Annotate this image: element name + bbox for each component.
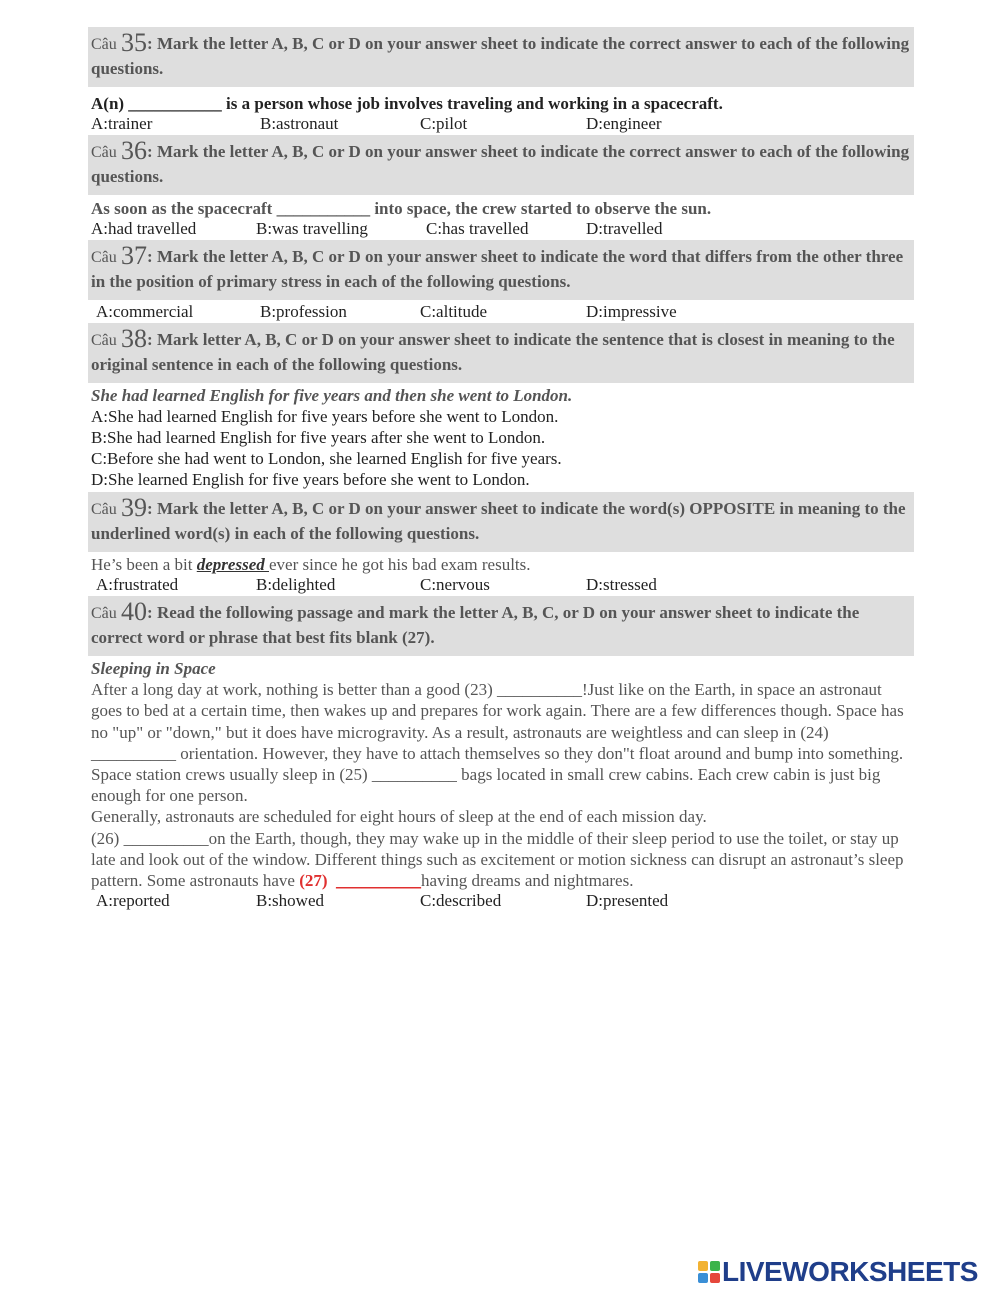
q36-options (88, 219, 914, 239)
q39-option-d[interactable]: D:stressed (586, 575, 657, 594)
q38-option-a[interactable]: A:She had learned English for five years before she went to London. (91, 407, 559, 426)
q36-instruction: Mark the letter A, B, C or D on your answer sheet to indicate the correct answer to each of the following questions. (91, 142, 910, 186)
q35-option-c[interactable]: C:pilot (420, 114, 468, 133)
q38-number: 38 (121, 324, 148, 353)
q36-number: 36 (121, 136, 148, 165)
q35-option-b[interactable]: B:astronaut (260, 114, 339, 133)
q37-options (88, 302, 914, 322)
logo-text: LIVEWORKSHEETS (722, 1256, 978, 1287)
q40-options (88, 891, 914, 911)
q35-option-a[interactable]: A:trainer (91, 114, 153, 133)
passage-paragraph-3 (91, 828, 911, 892)
passage-paragraph-2: Generally, astronauts are scheduled for eight hours of sleep at the end of each mission day. (91, 807, 707, 827)
q40-header: Câu 40: Read the following passage and mark the letter A, B, C, or D on your answer sheet to indicate the correct word or phrase that best fits blank (27). (88, 596, 914, 656)
q40-option-b[interactable]: B:showed (256, 891, 324, 911)
blank-27-label: (27) (299, 871, 328, 891)
q40-option-d[interactable]: D:presented (586, 891, 669, 911)
q35-options (88, 114, 914, 134)
q35-cau: Câu (91, 36, 117, 53)
q39-stem-after: ever since he got his bad exam results. (268, 555, 531, 574)
q37-instruction: Mark the letter A, B, C or D on your answer sheet to indicate the word that differs from the other three in the position of primary stress in each of the following questions. (91, 247, 904, 291)
q36-option-c[interactable]: C:has travelled (426, 219, 529, 238)
q36-option-a[interactable]: A:had travelled (91, 219, 197, 238)
q37-number: 37 (121, 241, 148, 270)
q39-options (88, 575, 914, 595)
q37-cau: Câu (91, 249, 117, 266)
q38-stem: She had learned English for five years and then she went to London. (91, 386, 573, 405)
q35-header: Câu 35: Mark the letter A, B, C or D on your answer sheet to indicate the correct answer to each of the following questions. (88, 27, 914, 87)
q39-option-a[interactable]: A:frustrated (96, 575, 179, 594)
q40-option-a[interactable]: A:reported (96, 891, 170, 911)
q36-cau: Câu (91, 144, 117, 161)
logo-icon (698, 1261, 720, 1283)
q40-number: 40 (121, 597, 148, 626)
passage-paragraph-1: After a long day at work, nothing is better than a good (23) __________!Just like on the Earth, in space an astronaut goes to bed at a certain time, then wakes up and prepares for work again. There are a few differences though. Space has no "up" or "down," but it does have microgravity. As a result, astronauts are weightless and can sleep in (24) __________ orientation. However, they have to attach themselves so they don"t float around and bump into something. Space station crews usually sleep in (25) __________ bags located in small crew cabins. Each crew cabin is just big enough for one person. (91, 680, 904, 806)
q38-option-b[interactable]: B:She had learned English for five years after she went to London. (91, 428, 546, 447)
q39-underlined-word: depressed (196, 555, 269, 574)
q38-option-c[interactable]: C:Before she had went to London, she learned English for five years. (91, 449, 562, 468)
q38-option-d[interactable]: D:She learned English for five years before she went to London. (91, 470, 530, 489)
blank-27-input[interactable]: __________ (336, 871, 422, 891)
q36-header: Câu 36: Mark the letter A, B, C or D on your answer sheet to indicate the correct answer to each of the following questions. (88, 135, 914, 195)
q39-stem (88, 554, 914, 575)
q39-cau: Câu (91, 501, 117, 518)
q39-option-c[interactable]: C:nervous (420, 575, 490, 594)
q37-option-b[interactable]: B:profession (260, 302, 347, 321)
q39-stem-before: He’s been a bit (91, 555, 197, 574)
q38-instruction: Mark letter A, B, C or D on your answer sheet to indicate the sentence that is closest in meaning to the original sentence in each of the following questions. (91, 330, 895, 374)
q40-option-c[interactable]: C:described (420, 891, 502, 911)
q35-instruction: Mark the letter A, B, C or D on your answer sheet to indicate the correct answer to each of the following questions. (91, 34, 910, 78)
q40-instruction: Read the following passage and mark the letter A, B, C, or D on your answer sheet to indicate the correct word or phrase that best fits blank (27). (91, 603, 860, 647)
q36-stem: As soon as the spacecraft ___________ into space, the crew started to observe the sun. (91, 199, 712, 218)
q37-header: Câu 37: Mark the letter A, B, C or D on your answer sheet to indicate the word that differs from the other three in the position of primary stress in each of the following questions. (88, 240, 914, 300)
passage-title: Sleeping in Space (91, 659, 216, 678)
q39-header: Câu 39: Mark the letter A, B, C or D on your answer sheet to indicate the word(s) OPPOSITE in meaning to the underlined word(s) in each of the following questions. (88, 492, 914, 552)
q35-number: 35 (121, 28, 148, 57)
q39-number: 39 (121, 493, 148, 522)
worksheet-page (88, 27, 914, 911)
q35-option-d[interactable]: D:engineer (586, 114, 662, 133)
q38-cau: Câu (91, 332, 117, 349)
q37-option-a[interactable]: A:commercial (96, 302, 194, 321)
paragraph-3-before: (26) __________on the Earth, though, they may wake up in the middle of their sleep period to use the toilet, or stay up late and look out of the window. Different things such as excitement or motion sickness can disrupt an astronaut’s sleep pattern. Some astronauts have (91, 828, 904, 891)
q38-header: Câu 38: Mark letter A, B, C or D on your answer sheet to indicate the sentence that is closest in meaning to the original sentence in each of the following questions. (88, 323, 914, 383)
q37-option-d[interactable]: D:impressive (586, 302, 677, 321)
q36-option-d[interactable]: D:travelled (586, 219, 663, 238)
q40-cau: Câu (91, 605, 117, 622)
paragraph-3-after: having dreams and nightmares. (421, 871, 634, 891)
q39-option-b[interactable]: B:delighted (256, 575, 336, 594)
q39-instruction: Mark the letter A, B, C or D on your answer sheet to indicate the word(s) OPPOSITE in meaning to the underlined word(s) in each of the following questions. (91, 499, 906, 543)
q35-stem: A(n) ___________ is a person whose job involves traveling and working in a spacecraft. (91, 94, 723, 113)
liveworksheets-logo (698, 1256, 978, 1288)
q36-option-b[interactable]: B:was travelling (256, 219, 368, 238)
q37-option-c[interactable]: C:altitude (420, 302, 488, 321)
q40-passage (88, 658, 914, 891)
